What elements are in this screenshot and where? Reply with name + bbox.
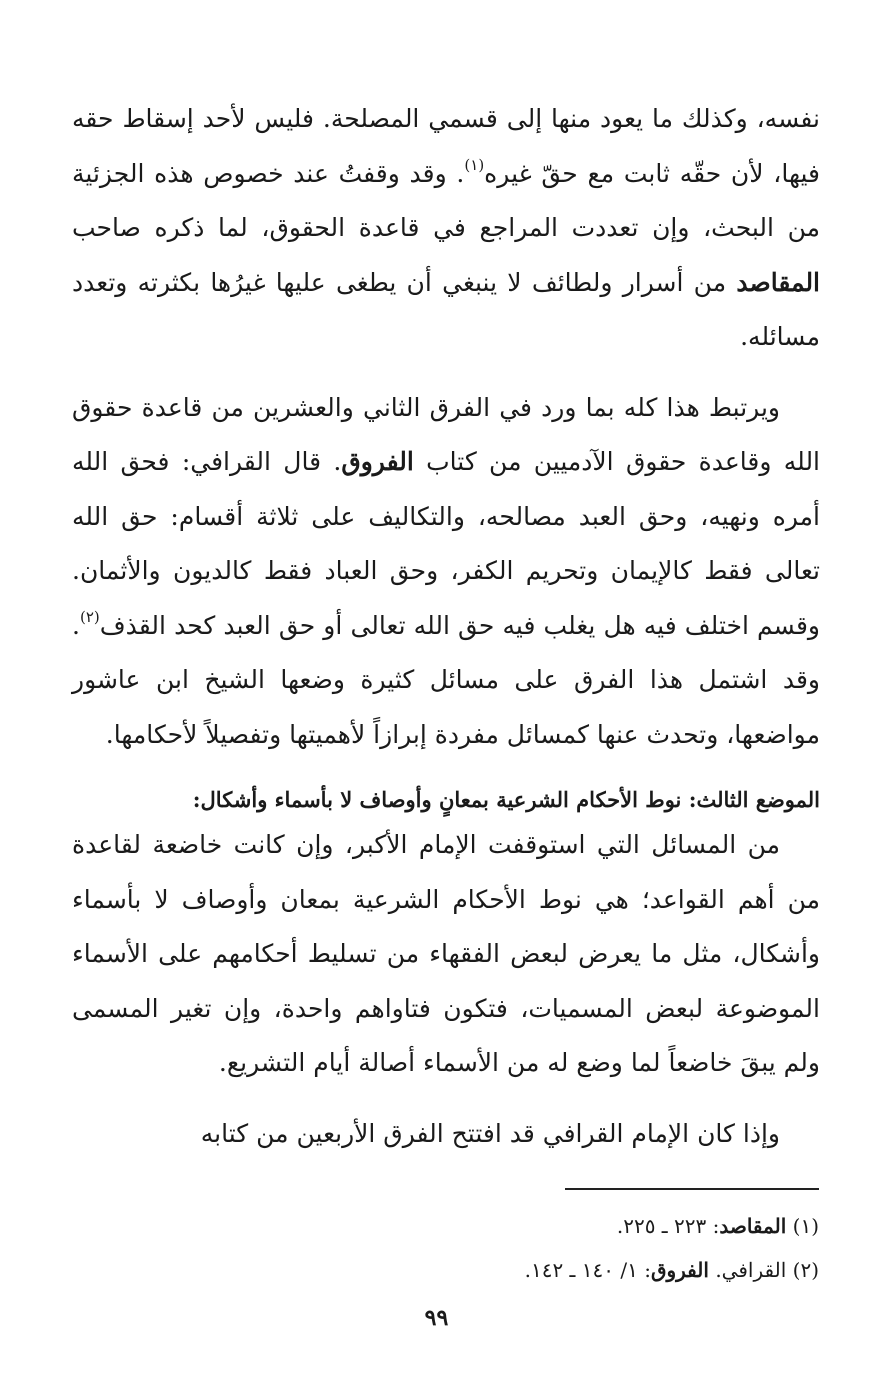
paragraph-1 <box>72 92 820 365</box>
paragraph-3 <box>72 818 820 1091</box>
footnote-1-marker: (١) <box>792 1214 819 1238</box>
p1-line-5: عليها غيرُها بكثرته وتعدد مسائله. <box>72 267 820 351</box>
footnote-2 <box>119 1248 819 1292</box>
paragraph-4 <box>72 1107 820 1162</box>
footnote-ref-2[interactable]: (٢) <box>79 608 100 627</box>
p2-line-2a: حقوق الله وقاعدة حقوق الآدميين من كتاب <box>72 392 821 476</box>
p3-line-3: لا بأسماء وأشكال، مثل ما يعرض لبعض الفقهاء من تسليط <box>72 884 820 968</box>
footnote-2-pages: : ١/ ١٤٠ ـ ١٤٢. <box>524 1258 651 1282</box>
p1-line-1: نفسه، وكذلك ما يعود منها إلى قسمي المصلحة. فليس لأحد إسقاط <box>122 104 820 133</box>
p3-line-4: أحكامهم على الأسماء الموضوعة لبعض المسميات، فتكون فتاواهم <box>72 939 820 1023</box>
section-heading: الموضع الثالث: نوط الأحكام الشرعية بمعانٍ وأوصاف لا بأسماء وأشكال: <box>192 787 820 812</box>
p1-line-4a: لما ذكره صاحب <box>72 213 248 242</box>
p3-line-5: واحدة، وإن تغير المسمى ولم يبقَ خاضعاً لما وضع له من الأسماء <box>72 993 820 1077</box>
footnote-1-source: المقاصد <box>719 1214 787 1238</box>
p2-line-7: وضعها الشيخ ابن عاشور مواضعها، وتحدث عنها كمسائل مفردة <box>72 665 820 749</box>
p1-line-2a: حقه فيها، لأن حقّه ثابت مع حقّ غيره <box>72 104 820 188</box>
p2-line-3: فحق الله أمره ونهيه، وحق العبد مصالحه، والتكاليف على ثلاثة <box>72 447 820 531</box>
paragraph-2 <box>72 381 820 763</box>
p4-line-1: وإذا كان الإمام القرافي قد افتتح الفرق الأربعين من كتابه <box>200 1118 780 1148</box>
page-body <box>72 92 820 1161</box>
footnote-ref-1[interactable]: (١) <box>464 156 485 175</box>
p2-line-4: أقسام: حق الله تعالى فقط كالإيمان وتحريم الكفر، وحق العباد فقط <box>72 501 820 585</box>
footnote-1 <box>119 1204 819 1248</box>
p3-line-6: أصالة أيام التشريع. <box>218 1048 416 1077</box>
p2-line-8: إبرازاً لأهميتها وتفصيلاً لأحكامها. <box>105 719 427 749</box>
book-title-maqasid: المقاصد <box>736 267 821 297</box>
footnote-separator <box>565 1188 819 1190</box>
p2-line-5: كالديون والأثمان. وقسم اختلف فيه هل يغلب فيه حق الله تعالى أو <box>72 556 821 640</box>
page-number: ٩٩ <box>424 1305 449 1331</box>
footnote-2-author: القرافي. <box>715 1258 787 1282</box>
footnote-2-source: الفروق <box>650 1258 709 1282</box>
book-title-furuq: الفروق <box>341 447 414 476</box>
p2-line-1: ويرتبط هذا كله بما ورد في الفرق الثاني والعشرين من قاعدة <box>141 392 780 422</box>
p2-line-2b: . قال القرافي: <box>181 447 342 476</box>
p2-line-6a: حق العبد كحد القذف <box>99 610 316 640</box>
p1-line-4b: من أسرار ولطائف لا ينبغي أن يطغى <box>335 267 727 297</box>
footnote-1-pages: : ٢٢٣ ـ ٢٢٥. <box>616 1214 720 1238</box>
footnote-2-marker: (٢) <box>792 1258 819 1282</box>
p1-line-2b: . وقد وقفتُ عند خصوص <box>203 158 465 188</box>
p3-line-1: من المسائل التي استوقفت الإمام الأكبر، وإن كانت خاضعة <box>152 830 780 859</box>
p1-line-3: هذه الجزئية من البحث، وإن تعددت المراجع في قاعدة الحقوق، <box>72 158 821 242</box>
p3-line-2: لقاعدة من أهم القواعد؛ هي نوط الأحكام الشرعية بمعان وأوصاف <box>72 830 821 914</box>
footnotes <box>119 1204 819 1292</box>
p2-line-6b: . وقد اشتمل هذا الفرق على مسائل كثيرة <box>72 610 821 694</box>
